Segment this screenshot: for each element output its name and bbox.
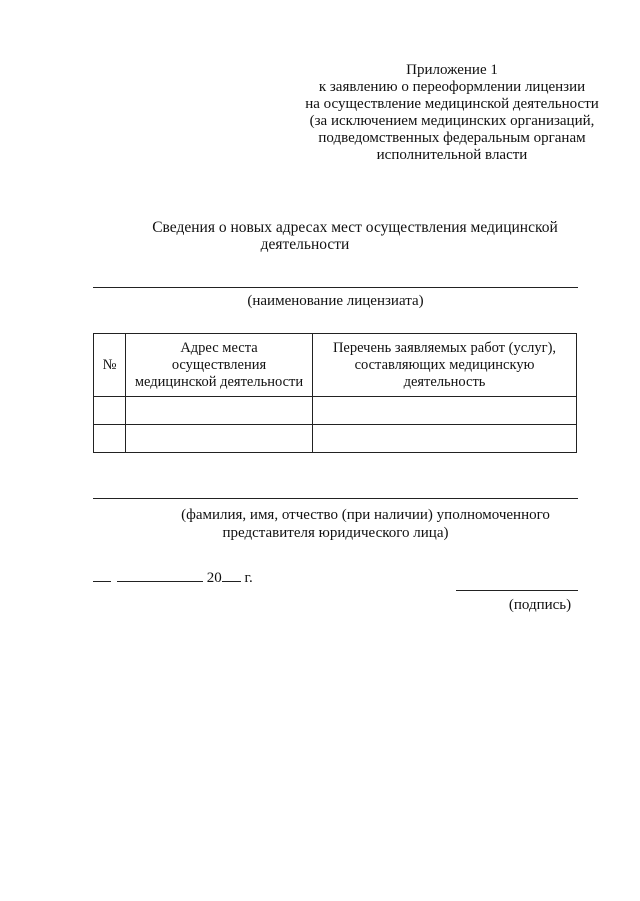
header-line: деятельность <box>403 373 486 390</box>
cell-address[interactable] <box>126 425 313 453</box>
cell-number[interactable] <box>94 425 126 453</box>
table-header-row <box>94 334 577 397</box>
appendix-line: подведомственных федеральным органам <box>318 130 586 146</box>
day-blank[interactable] <box>93 568 111 582</box>
appendix-line: (за исключением медицинских организаций, <box>309 113 595 129</box>
cell-works[interactable] <box>313 397 577 425</box>
column-header-number: № <box>94 334 126 397</box>
cell-number[interactable] <box>94 397 126 425</box>
table-row <box>94 425 577 453</box>
representative-caption-line2: представителя юридического лица) <box>222 525 449 541</box>
year-prefix: 20 <box>206 570 222 586</box>
appendix-header <box>298 62 606 164</box>
header-line: Перечень заявляемых работ (услуг), <box>332 339 557 356</box>
month-blank[interactable] <box>117 568 203 582</box>
year-suffix: г. <box>244 570 253 586</box>
representative-caption-line1: (фамилия, имя, отчество (при наличии) уполномоченного <box>181 507 550 523</box>
licensee-caption: (наименование лицензиата) <box>247 293 424 309</box>
year-blank[interactable] <box>222 568 241 582</box>
addresses-table <box>93 333 577 453</box>
document-title-line: Сведения о новых адресах мест осуществления медицинской <box>152 219 558 236</box>
appendix-line: исполнительной власти <box>376 147 528 163</box>
column-header-works <box>313 334 577 397</box>
representative-name-field[interactable] <box>93 498 578 499</box>
header-line: осуществления <box>171 356 267 373</box>
document-title-line: деятельности <box>260 236 350 253</box>
header-line: медицинской деятельности <box>134 373 304 390</box>
cell-address[interactable] <box>126 397 313 425</box>
appendix-line: Приложение 1 <box>406 62 498 78</box>
column-header-address <box>126 334 313 397</box>
signature-field[interactable] <box>456 590 578 591</box>
table-row <box>94 397 577 425</box>
licensee-name-field[interactable] <box>93 287 578 288</box>
appendix-line: к заявлению о переоформлении лицензии <box>318 79 586 95</box>
header-line: Адрес места <box>180 339 258 356</box>
appendix-line: на осуществление медицинской деятельности <box>305 96 599 112</box>
cell-works[interactable] <box>313 425 577 453</box>
signature-caption: (подпись) <box>508 597 572 613</box>
header-line: составляющих медицинскую <box>354 356 535 373</box>
date-field <box>93 568 253 587</box>
document-title <box>100 219 610 253</box>
